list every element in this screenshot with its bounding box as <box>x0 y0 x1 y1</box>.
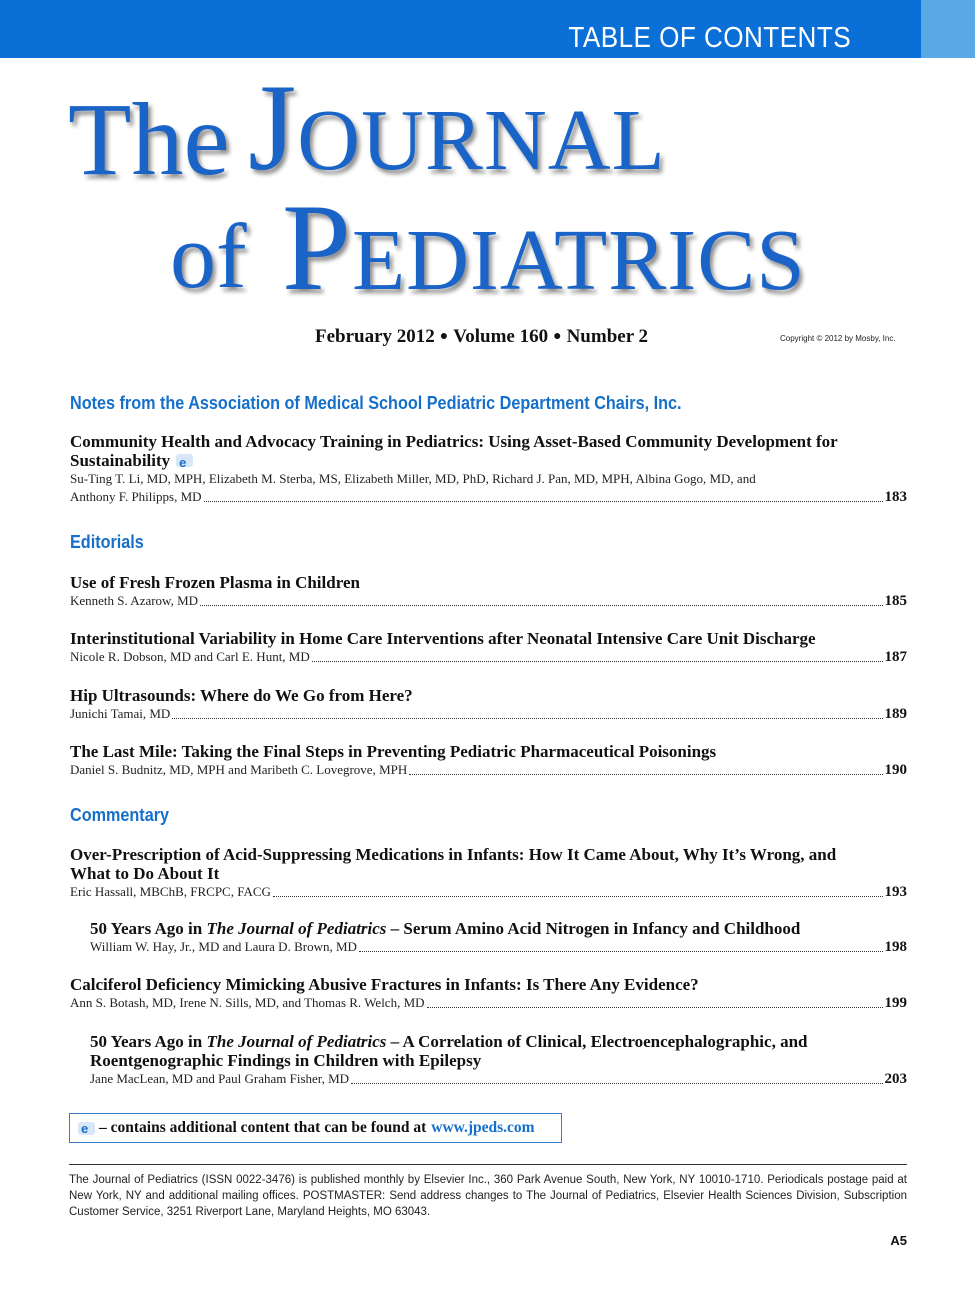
publication-footer: The Journal of Pediatrics (ISSN 0022-3476) is published monthly by Elsevier Inc., 360 Park Avenue South, New York, NY 10010-1710. Periodicals postage paid at New York, NY and additional mailing offices. POSTMASTER: Send address changes to The Journal of Pediatrics, Elsevier Health Sciences Division, Subscription Customer Service, 3251 Riverport Lane, Maryland Heights, MO 63043. <box>69 1174 907 1218</box>
article-author-line <box>70 705 907 723</box>
section-heading-notes: Notes from the Association of Medical School Pediatric Department Chairs, Inc. <box>70 393 682 413</box>
toc-entry[interactable] <box>70 573 907 610</box>
article-title[interactable]: Calciferol Deficiency Mimicking Abusive Fractures in Infants: Is There Any Evidence? <box>70 975 699 994</box>
dot-leader <box>312 660 883 662</box>
article-author-line <box>70 488 907 506</box>
article-authors: Daniel S. Budnitz, MD, MPH and Maribeth C. Lovegrove, MPH <box>70 762 408 777</box>
toc-entry[interactable] <box>70 686 907 723</box>
article-author-line <box>90 938 907 956</box>
article-title[interactable]: The Last Mile: Taking the Final Steps in Preventing Pediatric Pharmaceutical Poisonings <box>70 742 717 761</box>
article-title[interactable]: Hip Ultrasounds: Where do We Go from Here? <box>70 686 413 705</box>
page-number-ref: 185 <box>884 593 907 609</box>
masthead-pediatrics: Pediatrics <box>282 179 806 316</box>
journal-masthead <box>0 60 975 320</box>
article-authors-line1: Su-Ting T. Li, MD, MPH, Elizabeth M. Sterba, MS, Elizabeth Miller, MD, PhD, Richard J. Pan, MD, MPH, Albina Gogo, MD, and <box>70 471 756 486</box>
toc-entry[interactable] <box>70 845 907 901</box>
article-authors: Jane MacLean, MD and Paul Graham Fisher, MD <box>90 1071 350 1086</box>
bullet-separator: ● <box>553 329 562 344</box>
article-title[interactable]: Interinstitutional Variability in Home Care Interventions after Neonatal Intensive Care Unit Discharge <box>70 629 816 648</box>
article-author-line <box>90 1070 907 1088</box>
toc-entry[interactable] <box>90 919 907 956</box>
copyright-notice: Copyright © 2012 by Mosby, Inc. <box>780 334 896 343</box>
article-title[interactable]: Over-Prescription of Acid-Suppressing Medications in Infants: How It Came About, Why It’s Wrong, and What to Do About It <box>70 845 837 883</box>
legend-text: – contains additional content that can be found at <box>99 1119 427 1136</box>
toc-entry[interactable] <box>70 742 907 779</box>
page-number-ref: 190 <box>884 762 907 778</box>
dot-leader <box>204 500 883 502</box>
page-number-ref: 189 <box>884 706 907 722</box>
article-author-line <box>70 883 907 901</box>
masthead-of: of <box>170 205 247 307</box>
footer-divider <box>69 1164 907 1165</box>
e-icon: e <box>176 454 193 467</box>
issue-line <box>315 326 648 348</box>
dot-leader <box>351 1082 882 1084</box>
article-authors: Nicole R. Dobson, MD and Carl E. Hunt, MD <box>70 649 310 664</box>
issue-date: February 2012 <box>315 326 435 347</box>
toc-banner-tab <box>921 0 975 58</box>
page-number-ref: 187 <box>884 649 907 665</box>
dot-leader <box>359 950 883 952</box>
page-number-ref: 193 <box>884 884 907 900</box>
masthead-the: The <box>68 82 230 197</box>
article-authors: Junichi Tamai, MD <box>70 706 171 721</box>
dot-leader <box>200 604 882 606</box>
page-number-ref: 198 <box>884 939 907 955</box>
toc-banner-label: TABLE OF CONTENTS <box>568 22 851 54</box>
page-number: A5 <box>890 1233 907 1248</box>
page-number-ref: 203 <box>884 1071 907 1087</box>
dot-leader <box>427 1006 883 1008</box>
article-authors: William W. Hay, Jr., MD and Laura D. Brown, MD <box>90 939 357 954</box>
article-author-line <box>70 761 907 779</box>
toc-entry[interactable] <box>70 432 907 506</box>
article-authors: Anthony F. Philipps, MD <box>70 489 202 504</box>
dot-leader <box>172 717 882 719</box>
masthead-journal: Journal <box>248 59 666 196</box>
article-title[interactable]: 50 Years Ago in The Journal of Pediatrics – A Correlation of Clinical, Electroencephalographic, and Roentgenographic Findings in Children with Epilepsy <box>90 1032 808 1070</box>
article-author-line <box>70 592 907 610</box>
article-author-line <box>70 648 907 666</box>
issue-number: Number 2 <box>566 326 649 347</box>
e-icon: e <box>78 1122 95 1135</box>
article-authors: Kenneth S. Azarow, MD <box>70 593 199 608</box>
article-title[interactable]: Use of Fresh Frozen Plasma in Children <box>70 573 360 592</box>
toc-entry[interactable] <box>70 975 907 1012</box>
toc-banner <box>0 0 921 58</box>
dot-leader <box>409 773 882 775</box>
article-authors: Ann S. Botash, MD, Irene N. Sills, MD, and Thomas R. Welch, MD <box>70 995 425 1010</box>
toc-entry[interactable] <box>70 629 907 666</box>
journal-website-link[interactable]: www.jpeds.com <box>431 1119 535 1136</box>
page-number-ref: 199 <box>884 995 907 1011</box>
section-heading-editorials: Editorials <box>70 532 144 552</box>
online-content-legend <box>69 1113 562 1143</box>
bullet-separator: ● <box>439 329 449 344</box>
article-title[interactable]: 50 Years Ago in The Journal of Pediatrics – Serum Amino Acid Nitrogen in Infancy and Childhood <box>90 919 801 938</box>
toc-entry[interactable] <box>90 1032 907 1088</box>
issue-volume: Volume 160 <box>453 326 549 347</box>
article-title[interactable]: Community Health and Advocacy Training in Pediatrics: Using Asset-Based Community Development for Sustainability e <box>70 432 838 470</box>
article-author-line <box>70 994 907 1012</box>
dot-leader <box>273 895 883 897</box>
section-heading-commentary: Commentary <box>70 805 170 825</box>
article-authors: Eric Hassall, MBChB, FRCPC, FACG <box>70 884 271 899</box>
page-number-ref: 183 <box>884 489 907 505</box>
